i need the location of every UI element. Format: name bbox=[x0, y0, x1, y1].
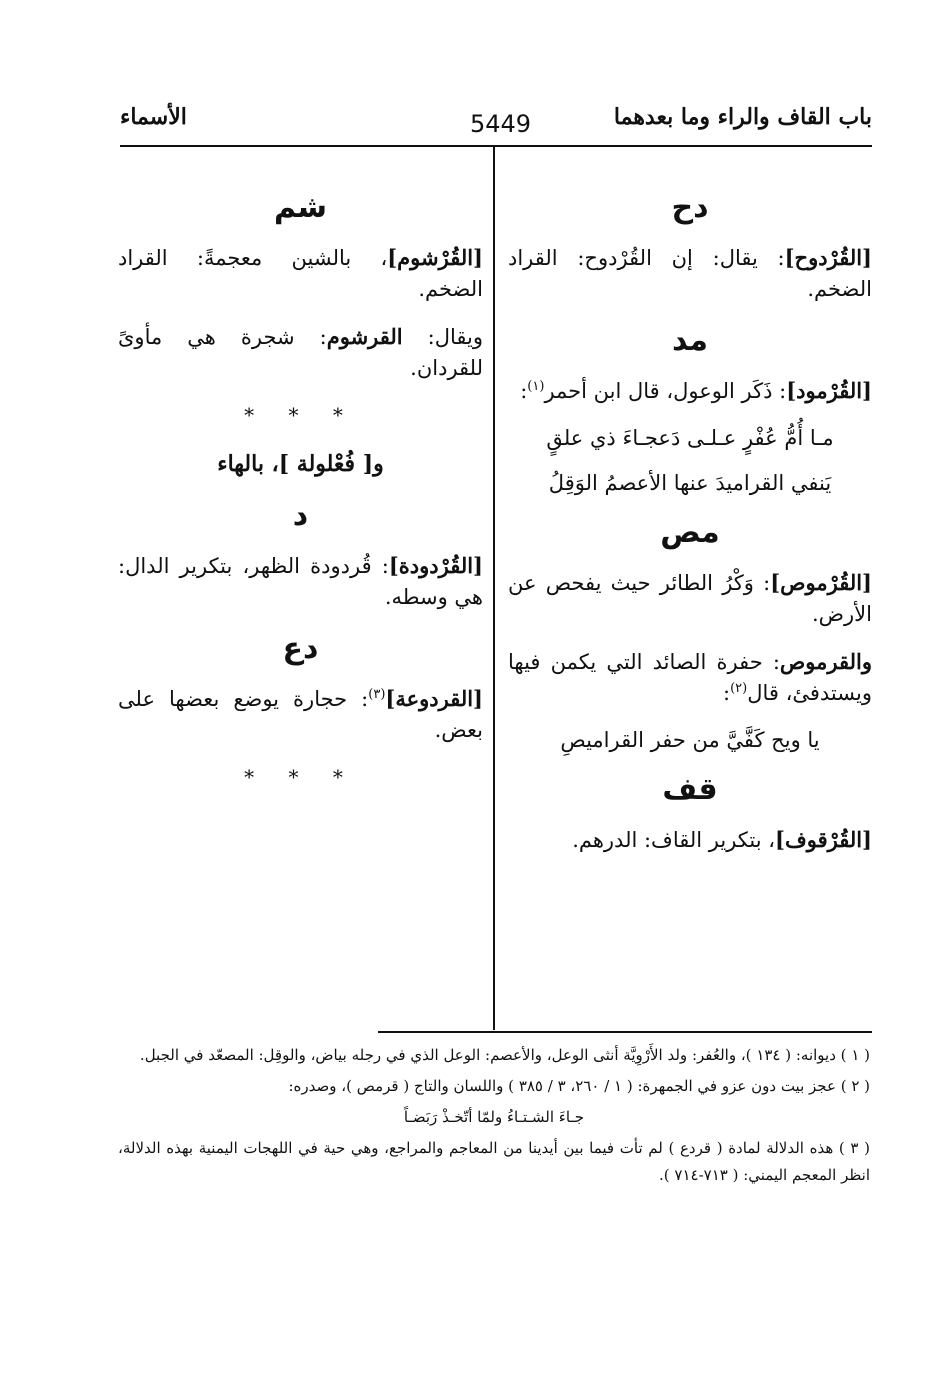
footnote-1: ( ١ ) ديوانه: ( ١٣٤ )، والعُفر: ولد الأَرْوِيَّة أنثى الوعل، والأعصم: الوعل الذي في رجله بياض، والوقِل: المصعّد في الجبل. bbox=[139, 1046, 870, 1064]
header-rule bbox=[120, 145, 872, 147]
verse-line: مـا أُمُّ عُفْرٍ عـلـى دَعجـاءَ ذي علقٍ bbox=[546, 426, 834, 450]
entry-qurmood bbox=[508, 375, 872, 407]
left-column bbox=[118, 180, 483, 811]
entry-qurdooh bbox=[508, 242, 872, 305]
pattern-subtitle: و[ فُعْلولة ]، بالهاء bbox=[217, 451, 384, 477]
root-heading-qf: قف bbox=[662, 772, 718, 807]
entry-text: : ذَكَر الوعول، قال ابن أحمر bbox=[544, 379, 787, 403]
section-separator: * * * bbox=[244, 765, 357, 789]
page-header bbox=[120, 104, 872, 144]
footnote-ref: (٣) bbox=[368, 687, 386, 702]
entry-lemma: [القُرْقوف] bbox=[775, 827, 872, 852]
footnote-3: ( ٣ ) هذه الدلالة لمادة ( قردع ) لم تأت فيما بين أيدينا من المعاجم والمراجع، وهي حية في اللهجات اليمنية بهذه الدلالة، انظر المعجم اليمني: ( ٧١٣-٧١٤ ). bbox=[118, 1139, 870, 1184]
entry-text: ، بتكرير القاف: الدرهم. bbox=[572, 828, 776, 852]
footnotes bbox=[118, 1042, 870, 1193]
entry-lemma: [القُرْدودة] bbox=[388, 553, 483, 578]
entry-lemma: القرشوم bbox=[326, 324, 403, 349]
verse-line: يَنفي القراميدَ عنها الأعصمُ الوَقِلُ bbox=[548, 471, 832, 495]
footnote-2-verse: جـاءَ الشـتـاءُ ولمّا أتّخـذْ رَبَضـاً bbox=[403, 1108, 585, 1126]
chapter-title: باب القاف والراء وما بعدهما bbox=[613, 104, 872, 130]
footnote-ref: (٢) bbox=[730, 681, 748, 696]
entry-text: : وَكْرُ الطائر حيث يفحص عن الأرض. bbox=[508, 571, 872, 626]
root-heading-md: مد bbox=[672, 323, 708, 358]
entry-text: : يقال: إن القُرْدوح: القراد الضخم. bbox=[508, 246, 872, 301]
entry-text-end: : bbox=[723, 681, 731, 705]
entry-text-end: : bbox=[520, 379, 528, 403]
entry-text: : حجارة يوضع بعضها على بعض. bbox=[118, 687, 483, 742]
root-heading-d: د bbox=[292, 498, 309, 533]
page-number: 5449 bbox=[470, 110, 532, 138]
root-heading-ms: مص bbox=[660, 515, 720, 550]
entry-lemma: [القُرْشوم] bbox=[387, 245, 483, 270]
right-column bbox=[508, 180, 872, 872]
entry-prefix: ويقال: bbox=[402, 325, 483, 349]
entry-lemma: [القُرْموص] bbox=[770, 570, 872, 595]
entry-text: : حفرة الصائد التي يكمن فيها ويستدفئ، قال bbox=[508, 650, 872, 705]
section-separator: * * * bbox=[244, 403, 357, 427]
entry-qurmoos bbox=[508, 567, 872, 630]
root-heading-sham: شم bbox=[273, 190, 328, 225]
entry-text: : قُردودة الظهر، بتكرير الدال: هي وسطه. bbox=[118, 554, 483, 609]
entry-qurqoof bbox=[508, 824, 872, 856]
entry-qurshoom-tree bbox=[118, 321, 483, 384]
entry-text: ، بالشين معجمةً: القراد الضخم. bbox=[118, 246, 483, 301]
footnote-rule bbox=[378, 1031, 872, 1033]
entry-qurdooa bbox=[118, 683, 483, 746]
root-heading-da: دع bbox=[282, 631, 319, 666]
footnote-ref: (١) bbox=[527, 379, 545, 394]
verse-line: يا ويح كَفَّيَّ من حفر القراميصِ bbox=[560, 728, 820, 752]
root-heading-dh: دح bbox=[671, 190, 709, 225]
entry-lemma: [القُرْدوح] bbox=[784, 245, 872, 270]
footnote-2: ( ٢ ) عجز بيت دون عزو في الجمهرة: ( ١ / ٢٦٠، ٣ / ٣٨٥ ) واللسان والتاج ( قرمص )، وصدره: bbox=[288, 1077, 870, 1095]
section-title: الأسماء bbox=[120, 104, 187, 130]
entry-qarmoos bbox=[508, 646, 872, 709]
entry-lemma: [القُرْمود] bbox=[786, 378, 872, 403]
entry-lemma: [القردوعة] bbox=[385, 686, 483, 711]
entry-qurshoom bbox=[118, 242, 483, 305]
column-divider bbox=[493, 147, 495, 1030]
entry-lemma: والقرموص bbox=[779, 649, 872, 674]
entry-qurdooda bbox=[118, 550, 483, 613]
entry-text: : شجرة هي مأوىً للقردان. bbox=[118, 325, 483, 380]
